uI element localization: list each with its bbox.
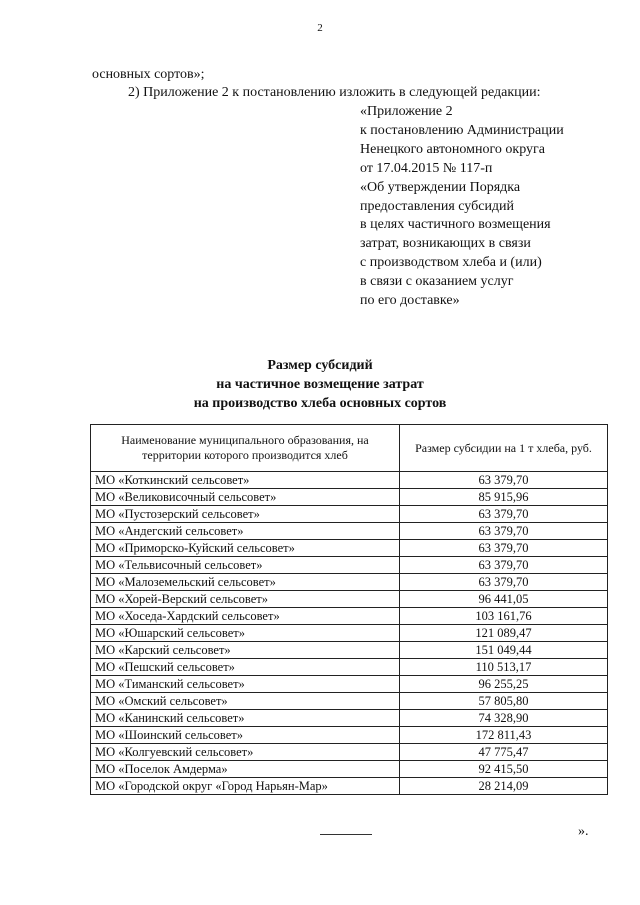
appendix-line: от 17.04.2015 № 117-п bbox=[360, 160, 493, 176]
subsidy-value: 121 089,47 bbox=[400, 625, 608, 642]
table-row bbox=[91, 574, 608, 591]
table-row bbox=[91, 727, 608, 744]
municipality-name: МО «Приморско-Куйский сельсовет» bbox=[91, 540, 400, 557]
title-line: Размер субсидий bbox=[267, 358, 373, 373]
intro-line-2: 2) Приложение 2 к постановлению изложить в следующей редакции: bbox=[128, 85, 541, 100]
table-header-row bbox=[91, 425, 608, 472]
title-line: на частичное возмещение затрат bbox=[216, 377, 424, 392]
appendix-line: «Об утверждении Порядка bbox=[360, 179, 521, 195]
appendix-line: в целях частичного возмещения bbox=[360, 217, 551, 233]
subsidy-value: 28 214,09 bbox=[400, 778, 608, 795]
table-row bbox=[91, 761, 608, 778]
table-row bbox=[91, 659, 608, 676]
appendix-line: предоставления субсидий bbox=[360, 198, 515, 214]
municipality-name: МО «Хорей-Верский сельсовет» bbox=[91, 591, 400, 608]
municipality-name: МО «Колгуевский сельсовет» bbox=[91, 744, 400, 761]
municipality-name: МО «Шоинский сельсовет» bbox=[91, 727, 400, 744]
header-municipality: Наименование муниципального образования, на территории которого производится хлеб bbox=[91, 425, 400, 472]
appendix-line: затрат, возникающих в связи bbox=[360, 236, 531, 252]
table-row bbox=[91, 523, 608, 540]
subsidy-value: 63 379,70 bbox=[400, 472, 608, 489]
table-row bbox=[91, 608, 608, 625]
appendix-line: с производством хлеба и (или) bbox=[360, 255, 542, 271]
page-number: 2 bbox=[317, 22, 323, 34]
subsidy-value: 110 513,17 bbox=[400, 659, 608, 676]
appendix-line: в связи с оказанием услуг bbox=[360, 274, 514, 290]
subsidy-value: 63 379,70 bbox=[400, 540, 608, 557]
municipality-name: МО «Омский сельсовет» bbox=[91, 693, 400, 710]
subsidy-value: 151 049,44 bbox=[400, 642, 608, 659]
subsidy-value: 63 379,70 bbox=[400, 574, 608, 591]
appendix-line: к постановлению Администрации bbox=[360, 122, 564, 138]
subsidy-value: 85 915,96 bbox=[400, 489, 608, 506]
subsidy-value: 63 379,70 bbox=[400, 557, 608, 574]
table-row bbox=[91, 642, 608, 659]
appendix-line: Ненецкого автономного округа bbox=[360, 141, 545, 157]
subsidy-value: 172 811,43 bbox=[400, 727, 608, 744]
municipality-name: МО «Поселок Амдерма» bbox=[91, 761, 400, 778]
subsidy-table bbox=[90, 424, 608, 795]
subsidy-value: 63 379,70 bbox=[400, 506, 608, 523]
municipality-name: МО «Пустозерский сельсовет» bbox=[91, 506, 400, 523]
table-row bbox=[91, 591, 608, 608]
subsidy-value: 63 379,70 bbox=[400, 523, 608, 540]
municipality-name: МО «Юшарский сельсовет» bbox=[91, 625, 400, 642]
title-line: на производство хлеба основных сортов bbox=[193, 396, 447, 411]
table-row bbox=[91, 472, 608, 489]
header-subsidy: Размер субсидии на 1 т хлеба, руб. bbox=[400, 425, 608, 472]
table-row bbox=[91, 778, 608, 795]
closing-quote: ». bbox=[578, 824, 589, 839]
appendix-reference bbox=[360, 103, 564, 311]
subsidy-value: 103 161,76 bbox=[400, 608, 608, 625]
municipality-name: МО «Великовисочный сельсовет» bbox=[91, 489, 400, 506]
appendix-line: по его доставке» bbox=[360, 293, 460, 309]
appendix-line: «Приложение 2 bbox=[360, 104, 453, 119]
municipality-name: МО «Карский сельсовет» bbox=[91, 642, 400, 659]
table-row bbox=[91, 676, 608, 693]
municipality-name: МО «Тельвисочный сельсовет» bbox=[91, 557, 400, 574]
subsidy-value: 47 775,47 bbox=[400, 744, 608, 761]
subsidy-value: 57 805,80 bbox=[400, 693, 608, 710]
table-row bbox=[91, 625, 608, 642]
table-row bbox=[91, 744, 608, 761]
municipality-name: МО «Канинский сельсовет» bbox=[91, 710, 400, 727]
municipality-name: МО «Городской округ «Город Нарьян-Мар» bbox=[91, 778, 400, 795]
municipality-name: МО «Тиманский сельсовет» bbox=[91, 676, 400, 693]
subsidy-value: 96 441,05 bbox=[400, 591, 608, 608]
subsidy-value: 92 415,50 bbox=[400, 761, 608, 778]
municipality-name: МО «Пешский сельсовет» bbox=[91, 659, 400, 676]
municipality-name: МО «Коткинский сельсовет» bbox=[91, 472, 400, 489]
municipality-name: МО «Хоседа-Хардский сельсовет» bbox=[91, 608, 400, 625]
municipality-name: МО «Андегский сельсовет» bbox=[91, 523, 400, 540]
municipality-name: МО «Малоземельский сельсовет» bbox=[91, 574, 400, 591]
table-row bbox=[91, 557, 608, 574]
document-title bbox=[0, 356, 640, 413]
table-row bbox=[91, 489, 608, 506]
table-row bbox=[91, 693, 608, 710]
table-row bbox=[91, 506, 608, 523]
table-row bbox=[91, 710, 608, 727]
intro-line-1: основных сортов»; bbox=[92, 67, 205, 82]
subsidy-value: 96 255,25 bbox=[400, 676, 608, 693]
subsidy-value: 74 328,90 bbox=[400, 710, 608, 727]
footer-divider bbox=[320, 834, 372, 835]
table-row bbox=[91, 540, 608, 557]
